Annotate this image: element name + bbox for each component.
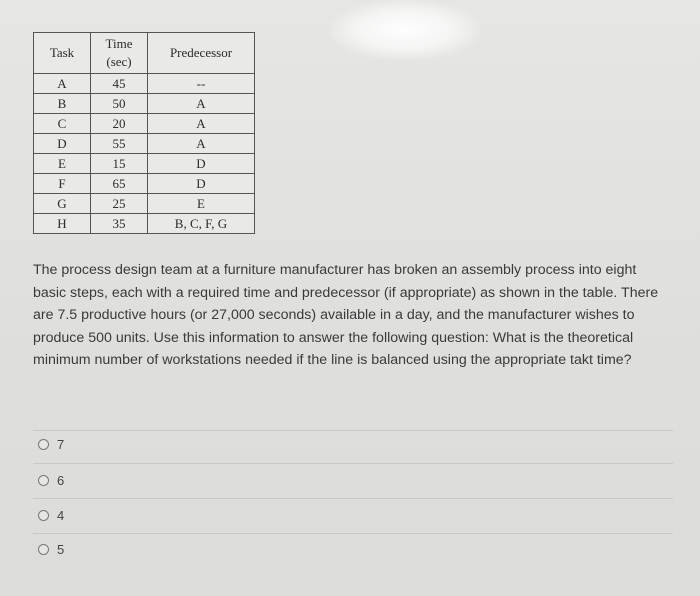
- cell-time: 35: [91, 214, 148, 234]
- answer-option-5[interactable]: [38, 542, 64, 557]
- radio-button[interactable]: [38, 544, 49, 555]
- cell-time: 20: [91, 114, 148, 134]
- cell-task: F: [34, 174, 91, 194]
- cell-predecessor: D: [148, 154, 255, 174]
- header-time: [91, 33, 148, 74]
- cell-task: D: [34, 134, 91, 154]
- header-time-label: Time: [105, 36, 133, 51]
- cell-predecessor: B, C, F, G: [148, 214, 255, 234]
- cell-predecessor: A: [148, 114, 255, 134]
- table-header-row: [34, 33, 255, 74]
- option-label: 6: [57, 473, 65, 488]
- cell-predecessor: --: [148, 74, 255, 94]
- answer-option-7[interactable]: [38, 437, 64, 452]
- divider: [33, 498, 673, 499]
- option-label: 5: [57, 542, 65, 557]
- table-row: [34, 214, 255, 234]
- question-text: The process design team at a furniture manufacturer has broken an assembly process into eight basic steps, each with a required time and predecessor (if appropriate) as shown in the table. There are 7.5 productive hours (or 27,000 seconds) available in a day, and the manufacturer wishes to produce 500 units. Use this information to answer the following question: What is the theoretical minimum number of workstations needed if the line is balanced using the appropriate takt time?: [33, 262, 659, 368]
- answer-option-6[interactable]: [38, 473, 64, 488]
- light-glare: [330, 0, 480, 60]
- option-label: 4: [57, 508, 65, 523]
- cell-task: E: [34, 154, 91, 174]
- cell-time: 15: [91, 154, 148, 174]
- cell-task: C: [34, 114, 91, 134]
- cell-time: 65: [91, 174, 148, 194]
- option-label: 7: [57, 437, 65, 452]
- table-row: [34, 174, 255, 194]
- cell-time: 25: [91, 194, 148, 214]
- radio-button[interactable]: [38, 439, 49, 450]
- divider: [33, 533, 673, 534]
- header-task: Task: [34, 33, 91, 74]
- task-table: [33, 32, 255, 234]
- cell-time: 50: [91, 94, 148, 114]
- cell-task: A: [34, 74, 91, 94]
- cell-task: H: [34, 214, 91, 234]
- divider: [33, 430, 673, 431]
- cell-task: B: [34, 94, 91, 114]
- table-row: [34, 74, 255, 94]
- table-row: [34, 154, 255, 174]
- divider: [33, 463, 673, 464]
- cell-predecessor: E: [148, 194, 255, 214]
- radio-button[interactable]: [38, 510, 49, 521]
- cell-time: 55: [91, 134, 148, 154]
- cell-predecessor: D: [148, 174, 255, 194]
- answer-option-4[interactable]: [38, 508, 64, 523]
- header-predecessor: Predecessor: [148, 33, 255, 74]
- table-row: [34, 134, 255, 154]
- cell-time: 45: [91, 74, 148, 94]
- cell-task: G: [34, 194, 91, 214]
- table-row: [34, 114, 255, 134]
- header-time-unit: (sec): [106, 54, 132, 69]
- radio-button[interactable]: [38, 475, 49, 486]
- cell-predecessor: A: [148, 94, 255, 114]
- table-row: [34, 194, 255, 214]
- table-row: [34, 94, 255, 114]
- cell-predecessor: A: [148, 134, 255, 154]
